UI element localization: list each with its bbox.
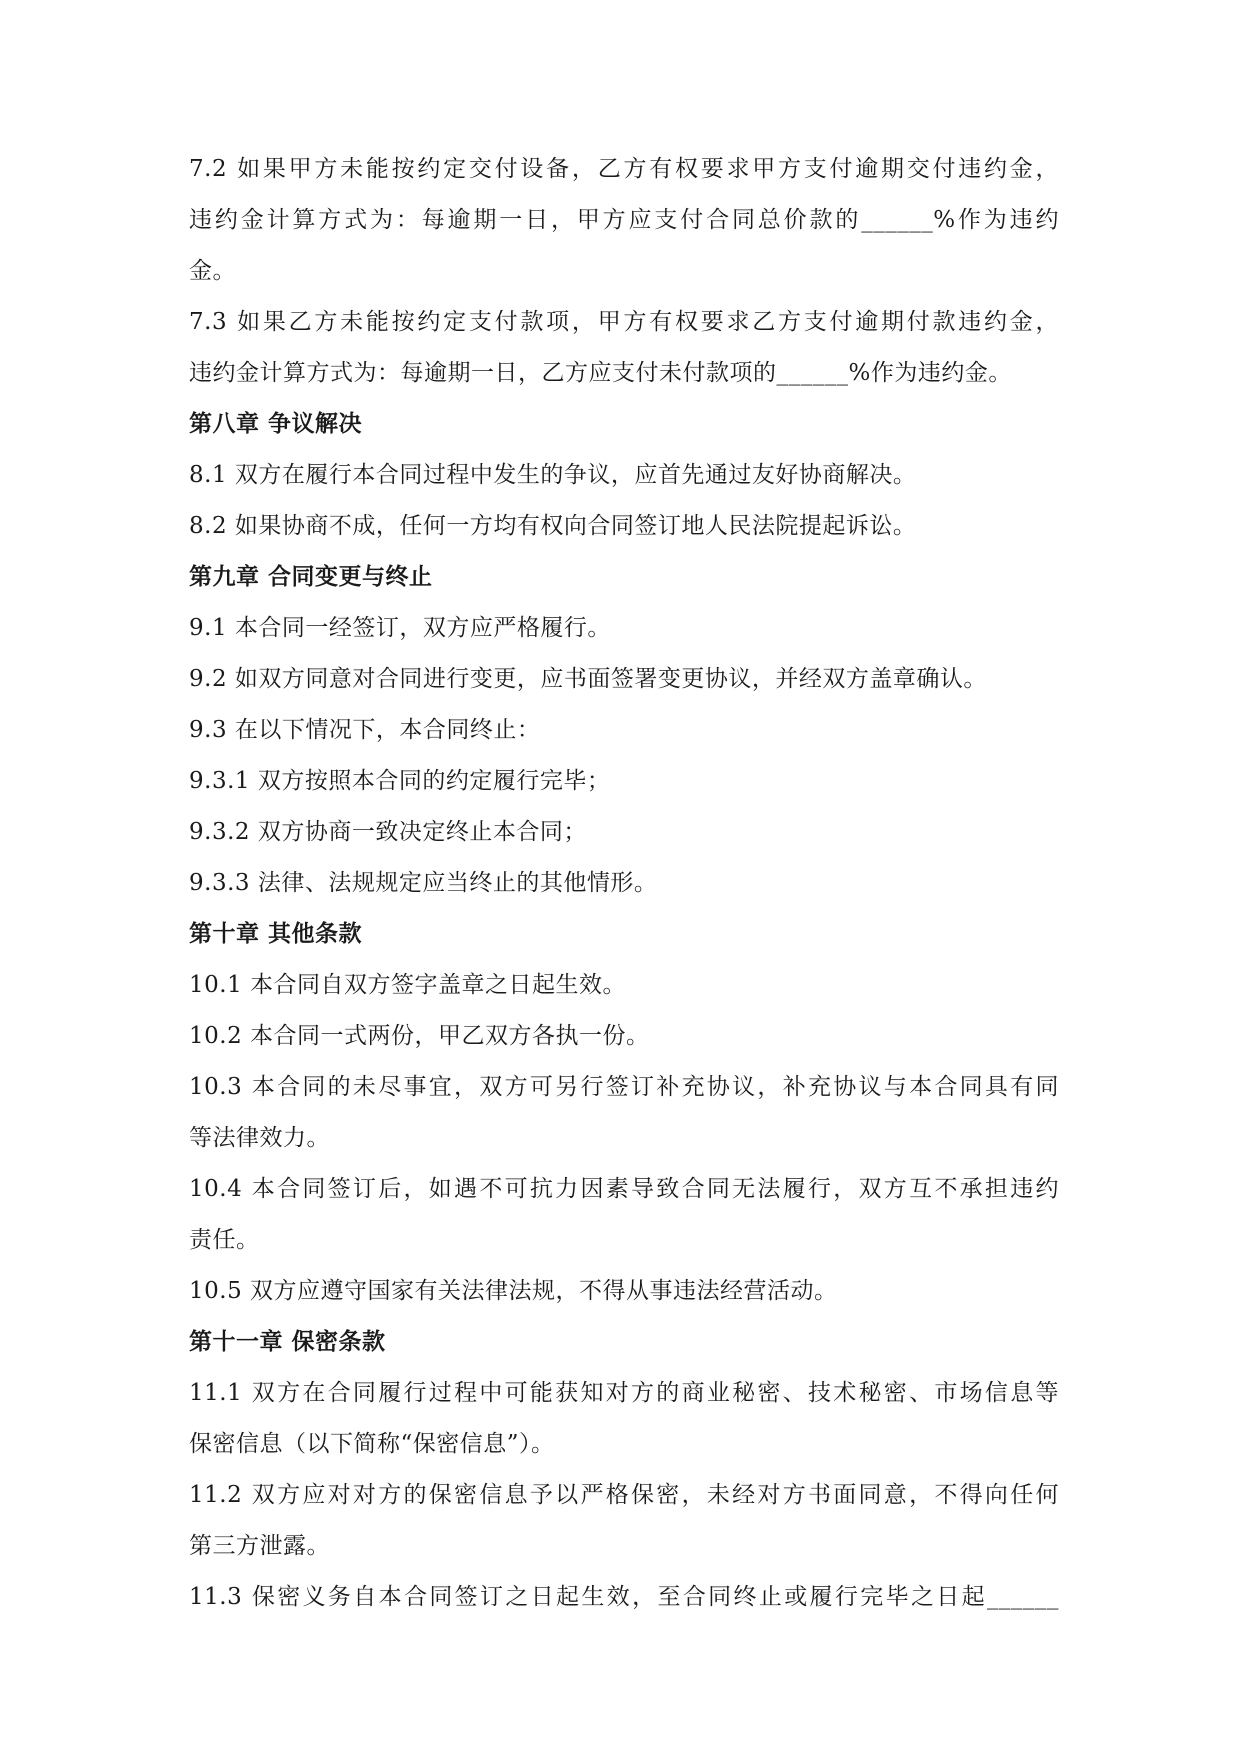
clause-8-2: 8.2 如果协商不成，任何一方均有权向合同签订地人民法院提起诉讼。 xyxy=(189,513,917,539)
chapter-8-heading: 第八章 争议解决 xyxy=(189,411,363,437)
chapter-9-heading: 第九章 合同变更与终止 xyxy=(189,564,433,590)
clause-10-4-line-2: 责任。 xyxy=(189,1227,260,1253)
clause-9-3-3: 9.3.3 法律、法规规定应当终止的其他情形。 xyxy=(189,870,658,896)
clause-7-2-line-2: 违约金计算方式为：每逾期一日，甲方应支付合同总价款的______%作为违约 xyxy=(189,207,1059,233)
clause-11-2-line-1: 11.2 双方应对对方的保密信息予以严格保密，未经对方书面同意，不得向任何 xyxy=(189,1482,1059,1508)
clause-11-1-line-2: 保密信息（以下简称“保密信息”）。 xyxy=(189,1431,555,1457)
clause-10-3-line-1: 10.3 本合同的未尽事宜，双方可另行签订补充协议，补充协议与本合同具有同 xyxy=(189,1074,1059,1100)
chapter-10-heading: 第十章 其他条款 xyxy=(189,921,363,947)
clause-8-1: 8.1 双方在履行本合同过程中发生的争议，应首先通过友好协商解决。 xyxy=(189,462,917,488)
clause-11-1-line-1: 11.1 双方在合同履行过程中可能获知对方的商业秘密、技术秘密、市场信息等 xyxy=(189,1380,1059,1406)
clause-10-1: 10.1 本合同自双方签字盖章之日起生效。 xyxy=(189,972,627,998)
clause-11-3-line-1: 11.3 保密义务自本合同签订之日起生效，至合同终止或履行完毕之日起______ xyxy=(189,1584,1059,1610)
clause-11-2-line-2: 第三方泄露。 xyxy=(189,1533,330,1559)
clause-10-5: 10.5 双方应遵守国家有关法律法规，不得从事违法经营活动。 xyxy=(189,1278,838,1304)
clause-7-2-line-3: 金。 xyxy=(189,258,236,284)
clause-7-3-line-2: 违约金计算方式为：每逾期一日，乙方应支付未付款项的______%作为违约金。 xyxy=(189,360,1012,386)
clause-7-3-line-1: 7.3 如果乙方未能按约定支付款项，甲方有权要求乙方支付逾期付款违约金， xyxy=(189,309,1059,335)
clause-10-2: 10.2 本合同一式两份，甲乙双方各执一份。 xyxy=(189,1023,650,1049)
clause-9-3: 9.3 在以下情况下，本合同终止： xyxy=(189,717,541,743)
clause-9-1: 9.1 本合同一经签订，双方应严格履行。 xyxy=(189,615,611,641)
clause-10-3-line-2: 等法律效力。 xyxy=(189,1125,330,1151)
clause-7-2-line-1: 7.2 如果甲方未能按约定交付设备，乙方有权要求甲方支付逾期交付违约金， xyxy=(189,156,1059,182)
clause-9-3-2: 9.3.2 双方协商一致决定终止本合同； xyxy=(189,819,587,845)
chapter-11-heading: 第十一章 保密条款 xyxy=(189,1329,386,1355)
contract-page xyxy=(189,154,1059,1633)
clause-9-2: 9.2 如双方同意对合同进行变更，应书面签署变更协议，并经双方盖章确认。 xyxy=(189,666,987,692)
clause-9-3-1: 9.3.1 双方按照本合同的约定履行完毕； xyxy=(189,768,611,794)
clause-10-4-line-1: 10.4 本合同签订后，如遇不可抗力因素导致合同无法履行，双方互不承担违约 xyxy=(189,1176,1059,1202)
